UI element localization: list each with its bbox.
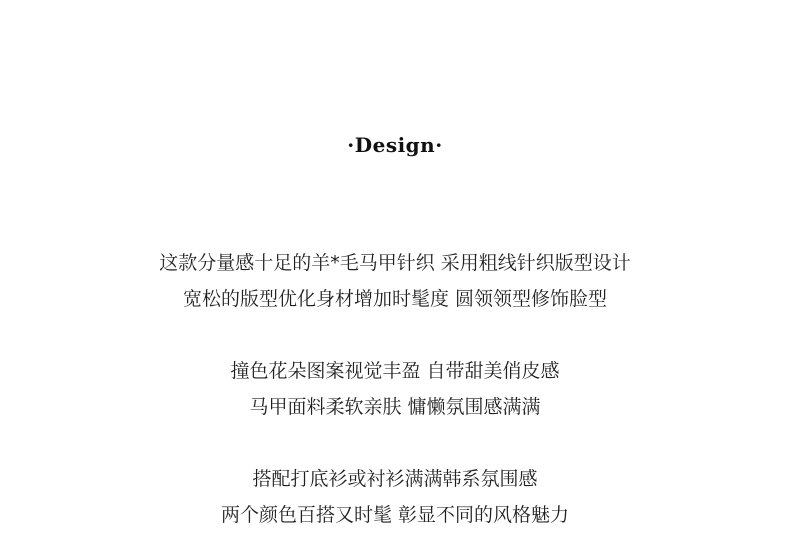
text-line: 马甲面料柔软亲肤 慵懒氛围感满满 — [249, 396, 541, 418]
text-line: 搭配打底衫或衬衫满满韩系氛围感 — [252, 468, 538, 490]
design-heading: ·Design· — [347, 133, 443, 157]
text-line: 宽松的版型优化身材增加时髦度 圆领领型修饰脸型 — [182, 288, 608, 310]
text-line: 两个颜色百搭又时髦 彰显不同的风格魅力 — [220, 504, 570, 526]
text-line: 这款分量感十足的羊*毛马甲针织 采用粗线针织版型设计 — [159, 252, 631, 274]
text-line: 撞色花朵图案视觉丰盈 自带甜美俏皮感 — [230, 360, 560, 382]
